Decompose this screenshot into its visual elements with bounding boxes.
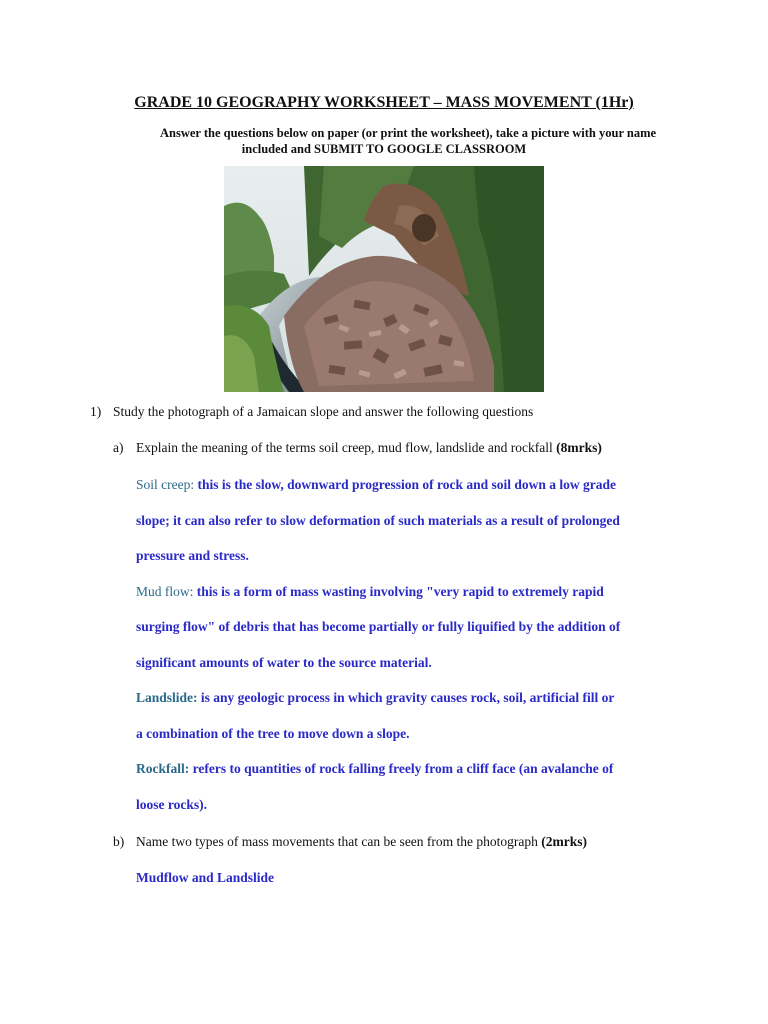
instructions [160, 125, 657, 157]
rockfall-term: Rockfall: [136, 761, 190, 776]
instructions-line-2: included and SUBMIT TO GOOGLE CLASSROOM [241, 142, 527, 156]
part-b-text: Name two types of mass movements that can be seen from the photograph [136, 834, 542, 849]
question-1-number: 1) [90, 404, 102, 419]
mud-flow-definition-3: significant amounts of water to the source material. [136, 654, 432, 670]
part-b-marks: (2mrks) [541, 834, 588, 849]
soil-creep-line-1 [136, 467, 696, 503]
part-a-text: Explain the meaning of the terms soil creep, mud flow, landslide and rockfall [136, 440, 557, 455]
landslide-line-1 [136, 680, 696, 716]
part-a-answers [136, 467, 696, 822]
soil-creep-term: Soil creep: [136, 477, 195, 492]
part-a-question [136, 440, 602, 456]
worksheet-title: GRADE 10 GEOGRAPHY WORKSHEET – MASS MOVEMENT (1Hr) [134, 94, 634, 111]
mud-flow-definition-1: this is a form of mass wasting involving "very rapid to extremely rapid [193, 583, 604, 599]
jamaican-slope-photograph [224, 166, 544, 392]
rockfall-line-1 [136, 751, 696, 787]
instructions-line-1: Answer the questions below on paper (or print the worksheet), take a picture with your name [160, 126, 657, 140]
mud-flow-definition-2: surging flow" of debris that has become partially or fully liquified by the addition of [136, 619, 621, 634]
landslide-definition-1: is any geologic process in which gravity causes rock, soil, artificial fill or [197, 690, 615, 705]
part-b-letter: b) [113, 834, 125, 849]
part-a-letter: a) [113, 440, 124, 455]
part-b-answer-text: Mudflow and Landslide [136, 870, 275, 885]
soil-creep-definition-1: this is the slow, downward progression of rock and soil down a low grade [194, 477, 617, 492]
soil-creep-definition-2: slope; it can also refer to slow deformation of such materials as a result of prolonged [136, 512, 620, 528]
mud-flow-line-1 [136, 574, 696, 610]
landslide-term: Landslide: [136, 690, 198, 705]
mud-flow-term: Mud flow: [136, 583, 194, 599]
part-a-marks: (8mrks) [556, 440, 602, 455]
landslide-definition-2: a combination of the tree to move down a slope. [136, 725, 410, 741]
part-b-question [136, 834, 587, 850]
part-b-answer [136, 860, 696, 896]
rockfall-definition-1: refers to quantities of rock falling freely from a cliff face (an avalanche of [189, 761, 614, 776]
soil-creep-definition-3: pressure and stress. [136, 548, 249, 563]
question-1-text: Study the photograph of a Jamaican slope and answer the following questions [113, 404, 534, 419]
rockfall-definition-2: loose rocks). [136, 796, 207, 812]
